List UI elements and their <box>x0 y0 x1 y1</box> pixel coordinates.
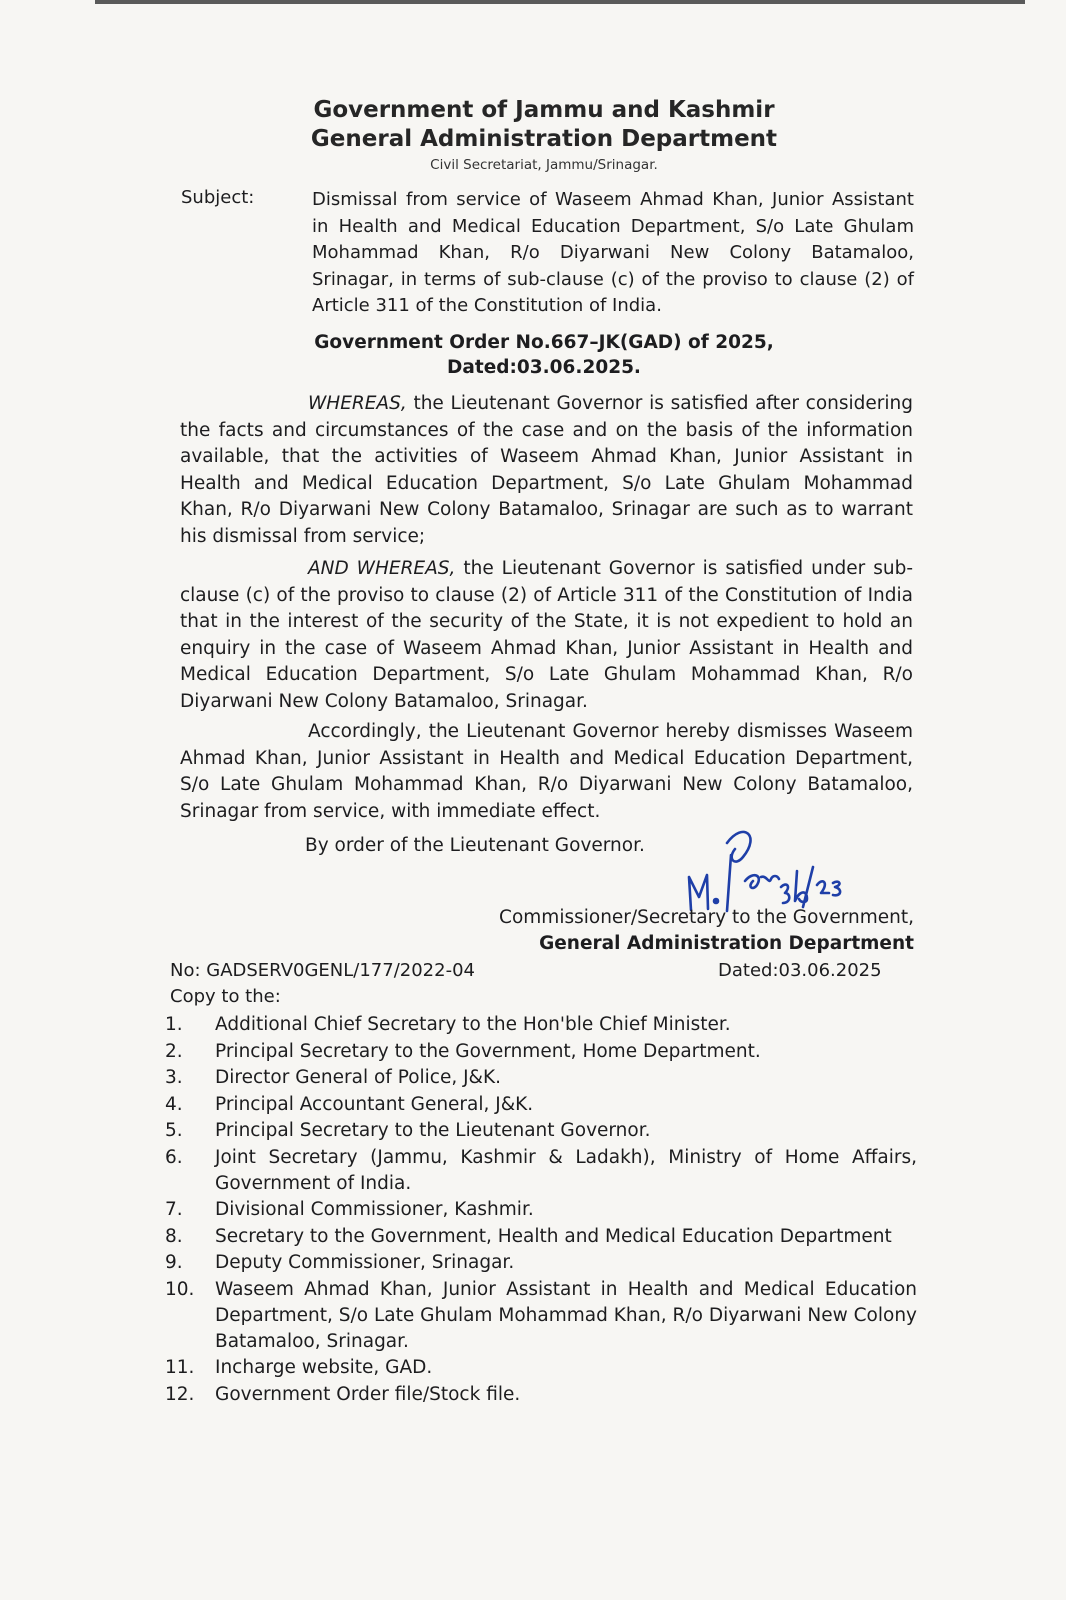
list-item-text: Incharge website, GAD. <box>215 1357 433 1378</box>
list-item-number: 3. <box>165 1067 183 1088</box>
list-item-number: 11. <box>165 1357 195 1378</box>
list-item-number: 9. <box>165 1252 183 1273</box>
list-item-number: 1. <box>165 1014 183 1035</box>
list-item-text: Waseem Ahmad Khan, Junior Assistant in Health and Medical Education Department, S/o Late Ghulam Mohammad Khan, R/o Diyarwani New Colony Batamaloo, Srinagar. <box>215 1278 917 1352</box>
list-item <box>165 1145 917 1197</box>
top-border-line <box>95 0 1025 4</box>
whereas-lead: WHEREAS, <box>308 393 407 414</box>
list-item-text: Secretary to the Government, Health and Medical Education Department <box>215 1225 892 1247</box>
list-item <box>165 1065 917 1091</box>
signatory-block <box>499 905 914 957</box>
list-item <box>165 1092 917 1118</box>
list-item <box>165 1250 917 1276</box>
and-whereas-lead: AND WHEREAS, <box>308 558 456 579</box>
list-item-number: 10. <box>165 1278 195 1300</box>
order-date: Dated:03.06.2025. <box>447 357 641 378</box>
list-item <box>165 1039 917 1065</box>
list-item-text: Principal Secretary to the Lieutenant Governor. <box>215 1120 651 1141</box>
list-item-text: Principal Accountant General, J&K. <box>215 1093 534 1115</box>
list-item-text: Principal Secretary to the Government, Home Department. <box>215 1040 761 1062</box>
reference-date: Dated:03.06.2025 <box>718 960 882 981</box>
order-heading <box>0 330 1066 380</box>
list-item-number: 4. <box>165 1093 183 1115</box>
list-item-text: Government Order file/Stock file. <box>215 1383 521 1405</box>
office-location: Civil Secretariat, Jammu/Srinagar. <box>430 157 658 173</box>
by-order-line: By order of the Lieutenant Governor. <box>305 835 645 856</box>
list-item-number: 12. <box>165 1383 195 1405</box>
reference-number: No: GADSERV0GENL/177/2022-04 <box>170 960 475 981</box>
list-item-number: 2. <box>165 1040 183 1062</box>
list-item-number: 7. <box>165 1199 183 1220</box>
subject-text: Dismissal from service of Waseem Ahmad Khan, Junior Assistant in Health and Medical Education Department, S/o Late Ghulam Mohammad Khan, R/o Diyarwani New Colony Batamaloo, Srinagar, in terms of sub-clause (c) of the proviso to clause (2) of Article 311 of the Constitution of India. <box>312 189 914 316</box>
list-item <box>165 1012 917 1038</box>
whereas-text: the Lieutenant Governor is satisfied after considering the facts and circumstances of the case and on the basis of the information available, that the activities of Waseem Ahmad Khan, Junior Assistant in Health and Medical Education Department, S/o Late Ghulam Mohammad Khan, R/o Diyarwani New Colony Batamaloo, Srinagar are such as to warrant his dismissal from service; <box>180 393 913 547</box>
copy-to-list <box>165 1012 917 1408</box>
copy-to-label: Copy to the: <box>170 986 281 1007</box>
order-number: Government Order No.667–JK(GAD) of 2025, <box>314 332 774 353</box>
list-item <box>165 1118 917 1144</box>
paragraph-and-whereas <box>180 556 913 715</box>
list-item <box>165 1197 917 1223</box>
paragraph-whereas <box>180 391 913 550</box>
handwritten-signature <box>683 815 863 915</box>
accordingly-text: Accordingly, the Lieutenant Governor hereby dismisses Waseem Ahmad Khan, Junior Assistant in Health and Medical Education Department, S/o Late Ghulam Mohammad Khan, R/o Diyarwani New Colony Batamaloo, Srinagar from service, with immediate effect. <box>180 721 913 822</box>
list-item-number: 6. <box>165 1146 183 1168</box>
list-item-text: Director General of Police, J&K. <box>215 1067 502 1088</box>
subject-label: Subject: <box>181 187 255 208</box>
list-item <box>165 1224 917 1250</box>
and-whereas-text: the Lieutenant Governor is satisfied under sub-clause (c) of the proviso to clause (2) of Article 311 of the Constitution of India that in the interest of the security of the State, it is not expedient to hold an enquiry in the case of Waseem Ahmad Khan, Junior Assistant in Health and Medical Education Department, S/o Late Ghulam Mohammad Khan, R/o Diyarwani New Colony Batamaloo, Srinagar. <box>180 558 913 712</box>
department-title: General Administration Department <box>310 126 778 152</box>
list-item-text: Deputy Commissioner, Srinagar. <box>215 1252 515 1273</box>
paragraph-accordingly <box>180 719 913 825</box>
list-item-number: 8. <box>165 1225 183 1247</box>
list-item <box>165 1277 917 1355</box>
list-item-text: Divisional Commissioner, Kashmir. <box>215 1199 534 1220</box>
list-item-number: 5. <box>165 1120 183 1141</box>
list-item <box>165 1382 917 1408</box>
list-item-text: Additional Chief Secretary to the Hon'ble Chief Minister. <box>215 1014 731 1035</box>
government-title: Government of Jammu and Kashmir <box>313 97 775 123</box>
list-item-text: Joint Secretary (Jammu, Kashmir & Ladakh), Ministry of Home Affairs, Government of India. <box>215 1146 917 1194</box>
list-item <box>165 1355 917 1381</box>
signatory-title: Commissioner/Secretary to the Government, <box>499 907 914 928</box>
document-header <box>0 96 1066 174</box>
signatory-department: General Administration Department <box>539 933 914 954</box>
